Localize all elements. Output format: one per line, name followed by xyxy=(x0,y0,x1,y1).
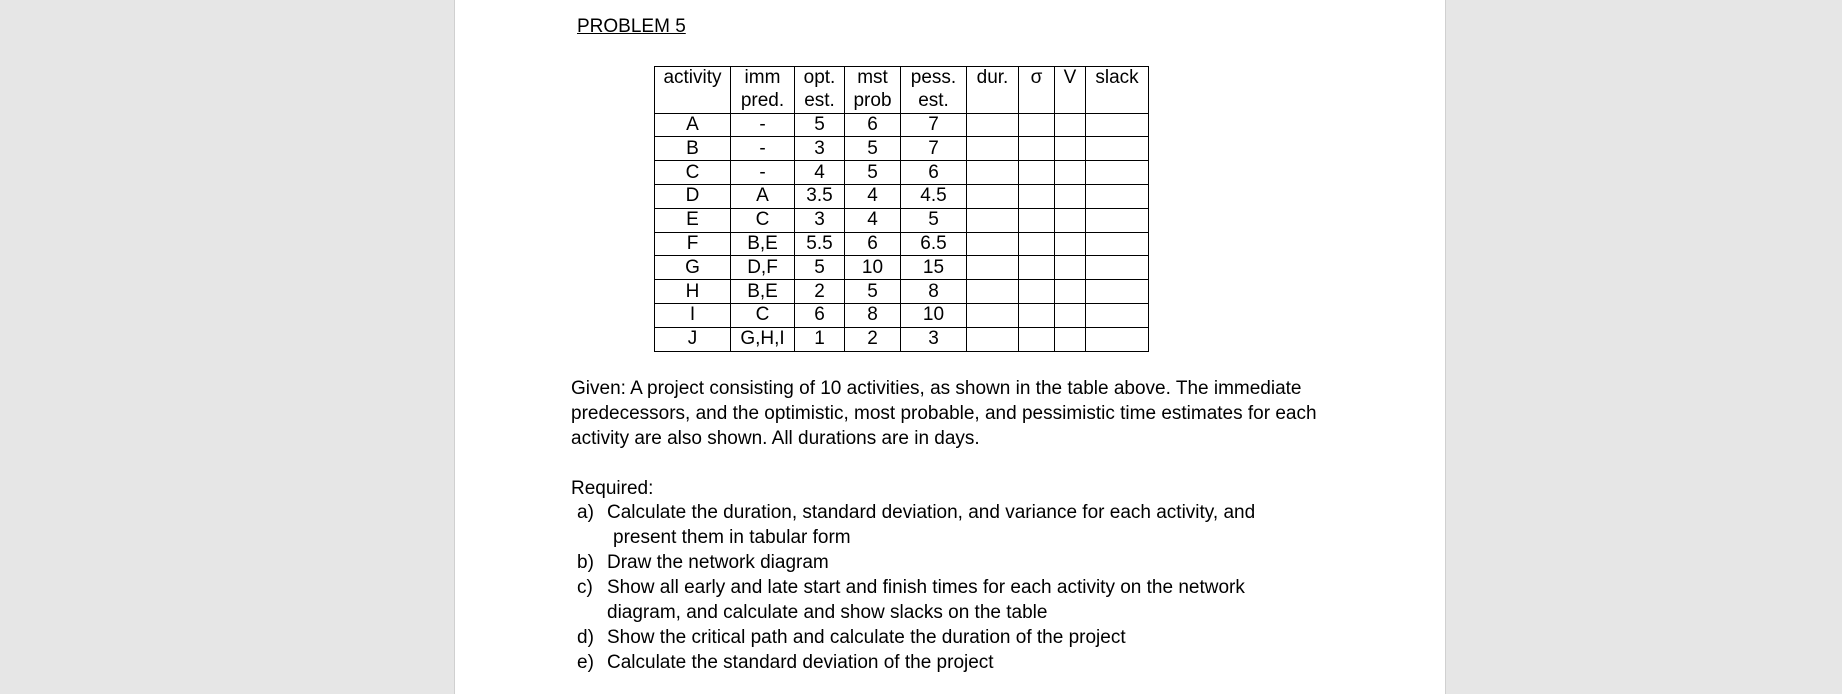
table-cell: 5 xyxy=(845,137,901,161)
table-cell xyxy=(1055,113,1086,137)
table-cell xyxy=(1086,280,1149,304)
table-cell: 5 xyxy=(901,208,967,232)
list-item-line: Show all early and late start and finish times for each activity on the network xyxy=(607,577,1245,598)
list-item-letter: b) xyxy=(577,552,594,573)
table-cell xyxy=(967,280,1019,304)
table-cell: 6 xyxy=(795,303,845,327)
list-item-line: Calculate the standard deviation of the project xyxy=(607,652,994,673)
table-cell xyxy=(1055,161,1086,185)
table-cell xyxy=(1086,184,1149,208)
table-cell xyxy=(1086,113,1149,137)
table-cell xyxy=(1055,208,1086,232)
table-cell: 2 xyxy=(795,280,845,304)
table-row xyxy=(655,280,1149,304)
activity-table xyxy=(654,66,1149,352)
list-item-text xyxy=(607,550,1357,575)
table-cell: 7 xyxy=(901,137,967,161)
table-cell: 6 xyxy=(901,161,967,185)
table-cell: mst xyxy=(845,67,901,90)
table-cell: 5 xyxy=(845,161,901,185)
table-cell xyxy=(967,90,1019,113)
list-item-letter: c) xyxy=(577,577,593,598)
table-cell xyxy=(1086,303,1149,327)
list-item-line: Show the critical path and calculate the duration of the project xyxy=(607,627,1126,648)
table-cell: H xyxy=(655,280,731,304)
table-cell xyxy=(1019,208,1055,232)
table-cell: E xyxy=(655,208,731,232)
list-item-text xyxy=(607,650,1357,675)
table-cell: C xyxy=(655,161,731,185)
table-cell: σ xyxy=(1019,67,1055,90)
table-cell: A xyxy=(655,113,731,137)
table-cell xyxy=(1055,90,1086,113)
table-row xyxy=(655,208,1149,232)
table-cell: 4 xyxy=(845,208,901,232)
table-cell: 5 xyxy=(845,280,901,304)
table-row xyxy=(655,327,1149,351)
problem-title: PROBLEM 5 xyxy=(577,16,686,37)
list-item-text xyxy=(607,500,1357,550)
table-cell: 6 xyxy=(845,232,901,256)
table-cell: 4 xyxy=(795,161,845,185)
list-item-line: Draw the network diagram xyxy=(607,552,829,573)
list-item-text xyxy=(607,575,1357,625)
requirements-list xyxy=(577,500,1357,675)
table-cell xyxy=(1055,137,1086,161)
table-cell: 5 xyxy=(795,256,845,280)
table-cell xyxy=(967,303,1019,327)
table-cell: A xyxy=(731,184,795,208)
table-row xyxy=(655,113,1149,137)
table-cell xyxy=(1055,232,1086,256)
table-cell: 3 xyxy=(795,208,845,232)
table-cell: 10 xyxy=(901,303,967,327)
table-cell: G,H,I xyxy=(731,327,795,351)
table-cell: 7 xyxy=(901,113,967,137)
table-cell: C xyxy=(731,208,795,232)
table-cell xyxy=(1019,90,1055,113)
table-cell: 3 xyxy=(795,137,845,161)
list-item-text xyxy=(607,625,1357,650)
table-cell xyxy=(967,161,1019,185)
table-cell: B,E xyxy=(731,232,795,256)
table-cell xyxy=(1086,327,1149,351)
table-cell xyxy=(1086,90,1149,113)
table-cell: 3.5 xyxy=(795,184,845,208)
table-cell: 2 xyxy=(845,327,901,351)
table-cell xyxy=(1019,137,1055,161)
list-item xyxy=(577,550,1357,575)
table-cell xyxy=(1086,256,1149,280)
table-cell xyxy=(1086,161,1149,185)
table-cell xyxy=(1055,327,1086,351)
table-cell: D xyxy=(655,184,731,208)
list-item xyxy=(577,500,1357,550)
table-cell xyxy=(1019,161,1055,185)
table-cell: C xyxy=(731,303,795,327)
table-row xyxy=(655,161,1149,185)
table-cell xyxy=(967,327,1019,351)
table-cell: - xyxy=(731,113,795,137)
table-cell xyxy=(1055,184,1086,208)
table-cell: pess. xyxy=(901,67,967,90)
table-row xyxy=(655,256,1149,280)
table-cell xyxy=(1019,280,1055,304)
list-item xyxy=(577,575,1357,625)
table-cell: 10 xyxy=(845,256,901,280)
table-cell: - xyxy=(731,161,795,185)
list-item xyxy=(577,650,1357,675)
table-cell: G xyxy=(655,256,731,280)
table-header-row xyxy=(655,90,1149,113)
table-cell: - xyxy=(731,137,795,161)
table-cell xyxy=(655,90,731,113)
table-cell: 1 xyxy=(795,327,845,351)
table-cell: B xyxy=(655,137,731,161)
table-row xyxy=(655,303,1149,327)
table-cell xyxy=(967,137,1019,161)
table-cell xyxy=(967,232,1019,256)
table-cell xyxy=(1086,208,1149,232)
table-cell: D,F xyxy=(731,256,795,280)
table-cell: opt. xyxy=(795,67,845,90)
list-item xyxy=(577,625,1357,650)
table-cell: 15 xyxy=(901,256,967,280)
table-cell: 8 xyxy=(845,303,901,327)
table-cell: J xyxy=(655,327,731,351)
table-cell: I xyxy=(655,303,731,327)
table-cell xyxy=(1019,327,1055,351)
table-cell xyxy=(1019,184,1055,208)
table-cell: 3 xyxy=(901,327,967,351)
table-cell: 8 xyxy=(901,280,967,304)
table-cell xyxy=(1055,303,1086,327)
table-cell xyxy=(967,184,1019,208)
table-header-row xyxy=(655,67,1149,90)
table-cell: 4 xyxy=(845,184,901,208)
table-cell: 6.5 xyxy=(901,232,967,256)
table-cell xyxy=(1019,113,1055,137)
table-cell: 6 xyxy=(845,113,901,137)
list-item-letter: e) xyxy=(577,652,594,673)
table-cell xyxy=(967,256,1019,280)
table-row xyxy=(655,184,1149,208)
table-row xyxy=(655,137,1149,161)
table-cell: activity xyxy=(655,67,731,90)
table-cell: est. xyxy=(795,90,845,113)
table-cell: B,E xyxy=(731,280,795,304)
table-cell: 5 xyxy=(795,113,845,137)
table-cell: V xyxy=(1055,67,1086,90)
table-cell xyxy=(1086,232,1149,256)
list-item-line: diagram, and calculate and show slacks on the table xyxy=(607,602,1048,623)
table-cell xyxy=(1055,280,1086,304)
table-cell: dur. xyxy=(967,67,1019,90)
table-cell xyxy=(967,208,1019,232)
document-page xyxy=(454,0,1446,694)
table-cell: prob xyxy=(845,90,901,113)
list-item-letter: a) xyxy=(577,502,594,523)
table-cell: slack xyxy=(1086,67,1149,90)
table-cell xyxy=(967,113,1019,137)
table-cell: 4.5 xyxy=(901,184,967,208)
table-cell xyxy=(1019,232,1055,256)
given-paragraph: Given: A project consisting of 10 activities, as shown in the table above. The immediate predecessors, and the optimistic, most probable, and pessimistic time estimates for each activity are also shown. All durations are in days. xyxy=(571,378,1317,449)
table-cell: imm xyxy=(731,67,795,90)
table-cell xyxy=(1019,303,1055,327)
list-item-line: Calculate the duration, standard deviation, and variance for each activity, and xyxy=(607,502,1256,523)
table-cell xyxy=(1019,256,1055,280)
table-cell: 5.5 xyxy=(795,232,845,256)
table-cell: F xyxy=(655,232,731,256)
table-cell xyxy=(1055,256,1086,280)
required-label: Required: xyxy=(571,478,654,499)
table-cell: pred. xyxy=(731,90,795,113)
list-item-letter: d) xyxy=(577,627,594,648)
table-cell: est. xyxy=(901,90,967,113)
table-row xyxy=(655,232,1149,256)
table-cell xyxy=(1086,137,1149,161)
list-item-line: present them in tabular form xyxy=(613,527,851,548)
